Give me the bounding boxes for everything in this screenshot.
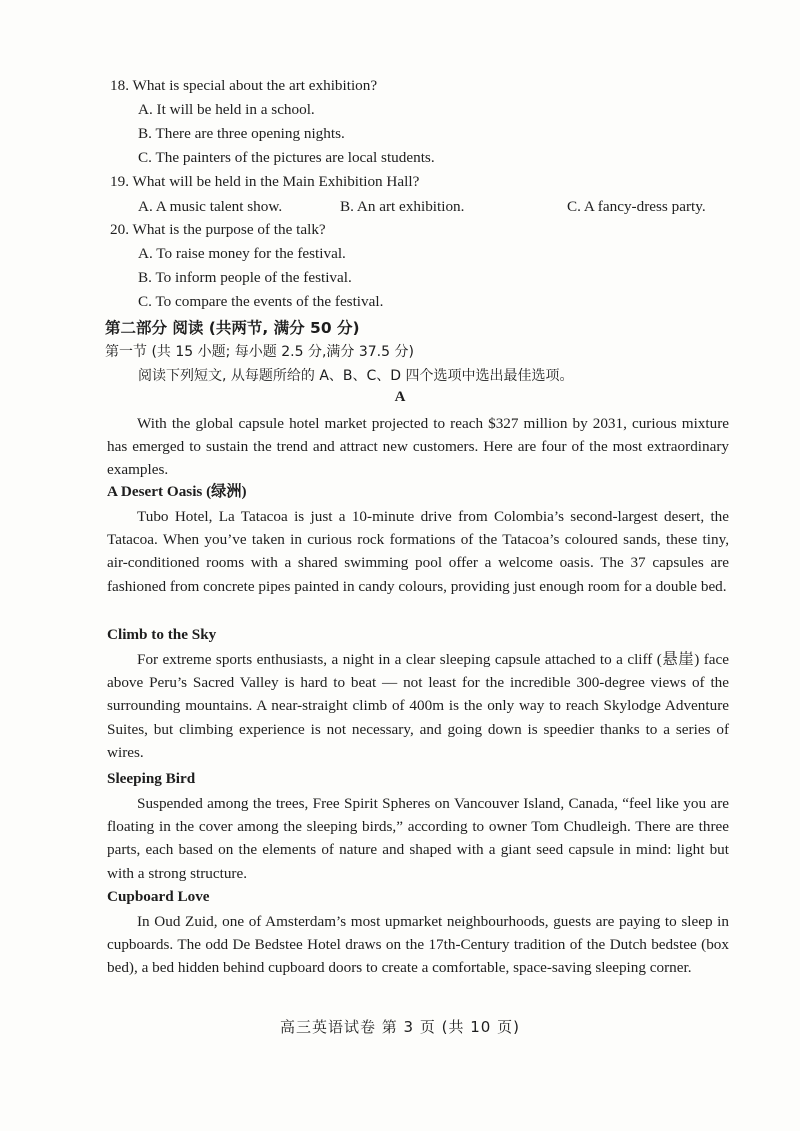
question-19-option-a: A. A music talent show.	[138, 198, 283, 215]
section-title: 第一节 (共 15 小题; 每小题 2.5 分,满分 37.5 分)	[105, 344, 414, 360]
question-19-stem: 19. What will be held in the Main Exhibition Hall?	[110, 173, 420, 190]
question-19-option-c: C. A fancy-dress party.	[567, 198, 706, 215]
question-20-option-c: C. To compare the events of the festival.	[138, 293, 384, 310]
question-20-option-a: A. To raise money for the festival.	[138, 245, 346, 262]
question-19-option-b: B. An art exhibition.	[340, 198, 465, 215]
passage-letter: A	[394, 389, 406, 405]
page-footer: 高三英语试卷 第 3 页 (共 10 页)	[280, 1018, 520, 1036]
section-text-cupboard-love: In Oud Zuid, one of Amsterdam’s most upmarket neighbourhoods, guests are paying to sleep in cupboards. The odd De Bedstee Hotel draws on the 17th-Century tradition of the Dutch bedstee (box bed), a bed hidden behind cupboard doors to create a comfortable, space-saving sleeping corner.	[107, 913, 729, 977]
question-20-stem: 20. What is the purpose of the talk?	[110, 221, 326, 238]
part-title: 第二部分 阅读 (共两节, 满分 50 分)	[105, 319, 360, 337]
section-text-climb-to-the-sky: For extreme sports enthusiasts, a night in a clear sleeping capsule attached to a cliff (悬崖) face above Peru’s Sacred Valley is hard to beat — not least for the incredible 300-degree views of the surrounding mountains. A near-straight climb of 400m is the only way to reach Skylodge Adventure Suites, but climbing experience is not necessary, and going down is speedier thanks to a series of wires.	[107, 651, 729, 761]
question-18-option-c: C. The painters of the pictures are local students.	[138, 149, 435, 166]
section-heading-climb-to-the-sky: Climb to the Sky	[107, 626, 217, 643]
section-heading-desert-oasis: A Desert Oasis (绿洲)	[107, 483, 247, 500]
section-text-desert-oasis: Tubo Hotel, La Tatacoa is just a 10-minute drive from Colombia’s second-largest desert, the Tatacoa. When you’ve taken in curious rock formations of the Tatacoa’s coloured sands, these tiny, air-conditioned rooms with a shared swimming pool offer a welcome oasis. The 37 capsules are fashioned from concrete pipes painted in candy colours, providing just enough room for a double bed.	[107, 508, 729, 595]
question-18-option-a: A. It will be held in a school.	[138, 101, 315, 118]
question-18-stem: 18. What is special about the art exhibition?	[110, 77, 378, 94]
instruction: 阅读下列短文, 从每题所给的 A、B、C、D 四个选项中选出最佳选项。	[138, 368, 574, 384]
question-18-option-b: B. There are three opening nights.	[138, 125, 345, 142]
question-20-option-b: B. To inform people of the festival.	[138, 269, 352, 286]
section-heading-sleeping-bird: Sleeping Bird	[107, 770, 196, 787]
section-heading-cupboard-love: Cupboard Love	[107, 888, 210, 905]
section-text-sleeping-bird: Suspended among the trees, Free Spirit Spheres on Vancouver Island, Canada, “feel like you are floating in the cover among the sleeping birds,” according to owner Tom Chudleigh. There are three parts, each based on the elements of nature and shaped with a giant seed capsule in mind: light but with a strong structure.	[107, 795, 729, 882]
intro-paragraph: With the global capsule hotel market projected to reach $327 million by 2031, curious mixture has emerged to sustain the trend and attract new customers. Here are four of the most extraordinary examples.	[107, 415, 729, 479]
